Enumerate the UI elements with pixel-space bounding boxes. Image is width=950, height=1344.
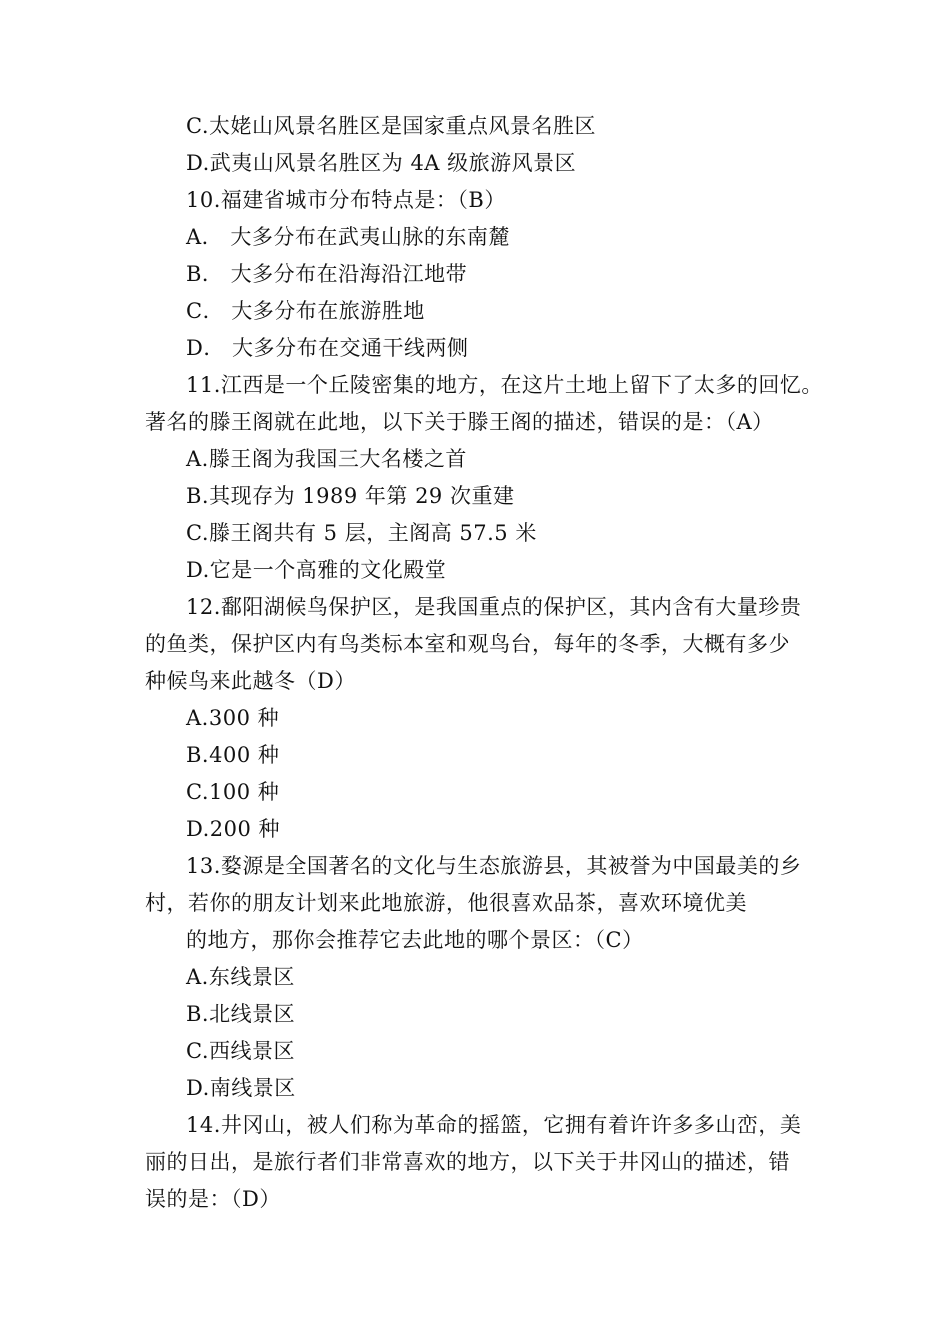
option-b-q11: B.其现存为 1989 年第 29 次重建: [186, 484, 515, 508]
option-a-q10: A． 大多分布在武夷山脉的东南麓: [186, 225, 510, 249]
option-d-q11: D.它是一个高雅的文化殿堂: [186, 558, 447, 582]
question-12-line-2: 的鱼类，保护区内有鸟类标本室和观鸟台，每年的冬季，大概有多少: [145, 632, 790, 656]
option-b-q12: B.400 种: [186, 743, 280, 767]
option-d-q9: D.武夷山风景名胜区为 4A 级旅游风景区: [186, 151, 577, 175]
question-14-line-3: 误的是：（D）: [145, 1187, 281, 1211]
question-13-line-3: 的地方，那你会推荐它去此地的哪个景区：（C）: [186, 928, 644, 952]
option-d-q13: D.南线景区: [186, 1076, 296, 1100]
question-10: 10.福建省城市分布特点是：（B）: [186, 188, 506, 212]
question-14-line-1: 14.井冈山，被人们称为革命的摇篮，它拥有着许许多多山峦，美: [186, 1113, 802, 1137]
option-b-q10: B． 大多分布在沿海沿江地带: [186, 262, 468, 286]
option-d-q10: D． 大多分布在交通干线两侧: [186, 336, 469, 360]
question-11-line-1: 11.江西是一个丘陵密集的地方，在这片土地上留下了太多的回忆。: [186, 373, 823, 397]
option-c-q13: C.西线景区: [186, 1039, 295, 1063]
question-13-line-1: 13.婺源是全国著名的文化与生态旅游县，其被誉为中国最美的乡: [186, 854, 802, 878]
question-14-line-2: 丽的日出，是旅行者们非常喜欢的地方，以下关于井冈山的描述，错: [145, 1150, 790, 1174]
question-12-line-3: 种候鸟来此越冬（D）: [145, 669, 356, 693]
option-c-q9: C.太姥山风景名胜区是国家重点风景名胜区: [186, 114, 596, 138]
option-b-q13: B.北线景区: [186, 1002, 296, 1026]
question-13-line-2: 村，若你的朋友计划来此地旅游，他很喜欢品茶，喜欢环境优美: [145, 891, 747, 915]
option-c-q12: C.100 种: [186, 780, 280, 804]
option-a-q13: A.东线景区: [186, 965, 295, 989]
option-c-q10: C． 大多分布在旅游胜地: [186, 299, 425, 323]
option-a-q11: A.滕王阁为我国三大名楼之首: [186, 447, 467, 471]
question-12-line-1: 12.鄱阳湖候鸟保护区，是我国重点的保护区，其内含有大量珍贵: [186, 595, 802, 619]
option-a-q12: A.300 种: [186, 706, 280, 730]
option-d-q12: D.200 种: [186, 817, 281, 841]
question-11-line-2: 著名的滕王阁就在此地，以下关于滕王阁的描述，错误的是：（A）: [145, 410, 774, 434]
option-c-q11: C.滕王阁共有 5 层，主阁高 57.5 米: [186, 521, 537, 545]
